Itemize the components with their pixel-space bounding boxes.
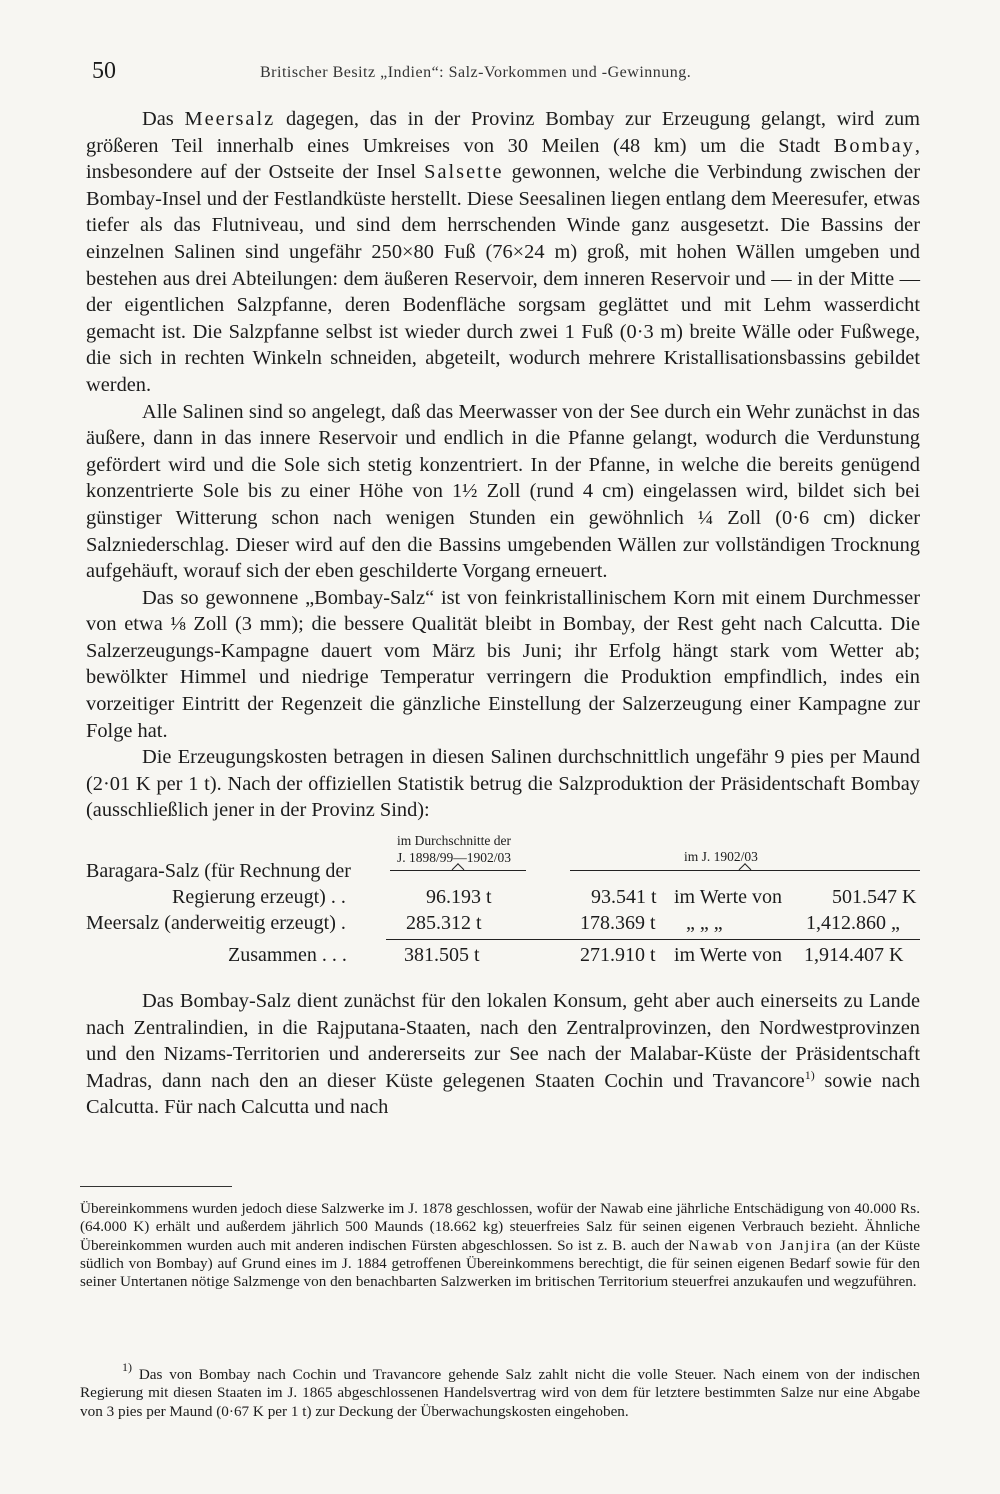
row-value: 501.547 K	[832, 886, 917, 909]
row-value-prefix: im Werte von	[674, 944, 782, 967]
term-bombay: Bombay	[833, 134, 915, 157]
footnote-1-text: Das von Bombay nach Cochin und Travancore gehende Salz zahlt nicht die volle Steuer. Nach einem von der indischen Regierung mit diesen Staaten im J. 1865 abgeschlossenen Handelsvertrag wird von dem für letztere bestimmten Salze nur eine Abgabe von 3 pies per Maund (0·67 K per 1 t) zur Deckung der Überwachungskosten eingehoben.	[80, 1366, 920, 1420]
running-head: Britischer Besitz „Indien“: Salz-Vorkommen und -Gewinnung.	[260, 64, 692, 81]
p1-text-d: gewonnen, welche die Verbindung zwischen der Bombay-Insel und der Festlandküste herstellt. Diese Seesalinen liegen entlang dem Meeresufer, etwas tiefer als das Flutniveau, und sind dem herrschenden Winde ganz ausgesetzt. Die Bassins der einzelnen Salinen sind ungefähr 250×80 Fuß (76×24 m) groß, mit hohen Wällen umgeben und bestehen aus drei Abteilungen: dem äußeren Reservoir, dem inneren Reservoir und — in der Mitte — der eigentlichen Salzpfanne, deren Bodenfläche sorgsam geglättet und mit Lehm wasserdicht gemacht ist. Die Salzpfanne selbst ist wieder durch zwei 1 Fuß (0·3 m) breite Wälle oder Fußwege, die sich in rechten Winkeln schneiden, abgeteilt, wodurch mehrere Kristallisationsbassins gebildet werden.	[86, 161, 920, 396]
table-header-average-line2: J. 1898/99—1902/03	[396, 850, 511, 866]
row-value-prefix: im Werte von	[674, 886, 782, 909]
sum-rule	[386, 939, 920, 940]
row-label: Regierung erzeugt) . .	[172, 886, 346, 909]
paragraph-5	[86, 988, 920, 1121]
p1-text-a: Das	[142, 108, 185, 130]
p5-text-a: Das Bombay-Salz dient zunächst für den lokalen Konsum, geht aber auch einerseits zu Lande nach Zentralindien, in die Rajputana-Staaten, nach den Zentralprovinzen, den Nordwestprovinzen und den Nizams-Territorien und andererseits zur See nach der Malabar-Küste der Präsidentschaft Madras, dann nach den an dieser Küste gelegenen Staaten Cochin und Travancore	[86, 990, 920, 1092]
row-label: Meersalz (anderweitig erzeugt) .	[86, 912, 346, 935]
table-row	[86, 886, 920, 912]
row-year-value: 271.910 t	[580, 944, 656, 967]
footnote-continuation-a: Übereinkommens wurden jedoch diese Salzwerke im J. 1878 geschlossen, wofür der Nawab eine jährliche Entschädigung von 40.000 Rs. (64.000 K) erhält und außerdem jährlich 500 Maunds (18.662 kg) steuerfreies Salz für seinen eigenen Verbrauch bezieht. Ähnliche Übereinkommen wurden auch mit anderen indischen Fürsten abgeschlossen. So ist z. B. auch der	[80, 1200, 920, 1254]
row-year-value: 178.369 t	[580, 912, 656, 935]
paragraph-4: Die Erzeugungskosten betragen in diesen Salinen durchschnittlich ungefähr 9 pies per Maund (2·01 K per 1 t). Nach der offiziellen Statistik betrug die Salzproduktion der Präsidentschaft Bombay (ausschließlich jener in der Provinz Sind):	[86, 746, 920, 822]
term-salsette: Salsette	[424, 161, 504, 184]
footnote-1-marker: 1)	[122, 1360, 132, 1374]
table-header-average-line1: im Durchschnitte der	[397, 833, 511, 849]
row-label: Baragara-Salz (für Rechnung der	[86, 860, 351, 883]
table-row	[86, 944, 920, 970]
footnote-rule	[80, 1186, 232, 1187]
p1-text-b: dagegen, das in der Provinz Bombay zur Erzeugung gelangt, wird zum größeren Teil innerhalb eines Umkreises von 30 Meilen (48 km) um die Stadt	[86, 108, 921, 157]
footnote-continuation	[80, 1200, 920, 1291]
footnote-continuation-b: (an der Küste südlich von Bombay) auf Grund eines im J. 1884 getroffenen Übereinkommens berechtigt, die für seinen eigenen Bedarf sowie für den seiner Untertanen nötige Salzmenge von den benachbarten Salzwerken im britischen Territorium steuerfrei anzukaufen und wegzuführen.	[80, 1236, 920, 1291]
row-value: 1,412.860 „	[806, 912, 900, 935]
main-text	[86, 106, 920, 1121]
row-average: 381.505 t	[404, 944, 480, 967]
p1-text-c: , insbesondere auf der Ostseite der Insel	[86, 134, 920, 184]
table-row	[86, 860, 920, 886]
row-year-value: 93.541 t	[591, 886, 657, 909]
term-meersalz: Meersalz	[184, 108, 276, 130]
page-number: 50	[92, 58, 116, 84]
row-label: Zusammen . . .	[228, 944, 347, 967]
row-average: 96.193 t	[426, 886, 492, 909]
footnote-ref-1: 1)	[804, 1067, 815, 1082]
table-row	[86, 912, 920, 938]
footnote-nawab: Nawab von Janjira	[688, 1236, 832, 1254]
page-header	[92, 58, 920, 94]
table-header-year: im J. 1902/03	[684, 849, 758, 865]
p5-text-b: sowie nach Calcutta. Für nach Calcutta und nach	[86, 1069, 920, 1119]
paragraph-2: Alle Salinen sind so angelegt, daß das Meerwasser von der See durch ein Wehr zunächst in das äußere, dann in das innere Reservoir und endlich in die Pfanne gelangt, wodurch die Verdunstung gefördert wird und die Sole sich stetig konzentriert. In der Pfanne, in welche die bereits genügend konzentrierte Sole bis zu einer Höhe von 1½ Zoll (rund 4 cm) eingelassen wird, bildet sich bei günstiger Witterung schon nach wenigen Stunden ein gewöhnlich ¼ Zoll (0·6 cm) dicker Salzniederschlag. Dieser wird auf den die Bassins umgebenden Wällen zur vollständigen Trocknung aufgehäuft, worauf sich der eben geschilderte Vorgang erneuert.	[86, 400, 920, 583]
row-value: 1,914.407 K	[804, 944, 904, 967]
row-value-prefix: „ „ „	[686, 912, 723, 935]
footnote-1	[80, 1360, 920, 1421]
production-table	[86, 832, 920, 982]
row-average: 285.312 t	[406, 912, 482, 935]
paragraph-1	[86, 106, 920, 399]
paragraph-3: Das so gewonnene „Bombay-Salz“ ist von feinkristallinischem Korn mit einem Durchmesser von etwa ⅛ Zoll (3 mm); die bessere Qualität bleibt in Bombay, der Rest geht nach Calcutta. Die Salzerzeugungs-Kampagne dauert vom März bis Juni; ihr Erfolg hängt stark vom Wetter ab; bewölkter Himmel und niedrige Temperatur verringern die Produktion empfindlich, indes ein vorzeitiger Eintritt der Regenzeit die gänzliche Einstellung der Salzerzeugung einer Kampagne zur Folge hat.	[86, 586, 920, 742]
